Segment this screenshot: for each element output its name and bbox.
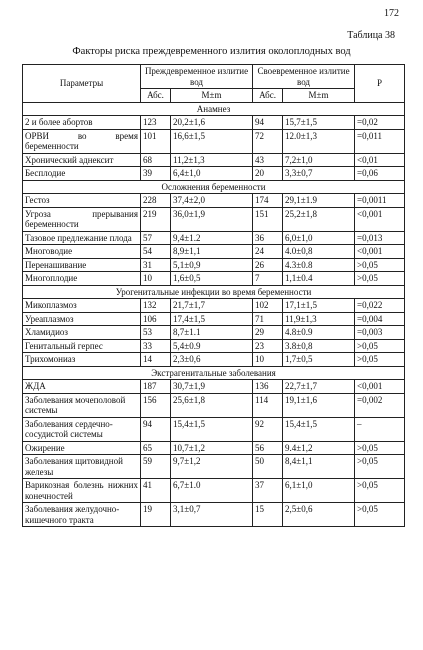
table-row xyxy=(23,299,405,313)
row-p-value: =0,06 xyxy=(355,167,405,181)
row-mm-timely: 6,0±1,0 xyxy=(283,231,355,245)
row-mm-timely: 7,2±1,0 xyxy=(283,153,355,167)
header-abs: Абс. xyxy=(141,89,171,103)
row-p-value: >0,05 xyxy=(355,455,405,479)
row-parameter: Хламидиоз xyxy=(23,326,141,340)
row-p-value: >0,05 xyxy=(355,441,405,455)
row-parameter: Заболевания желудочно-кишечного тракта xyxy=(23,503,141,527)
row-mm-timely: 19,1±1,6 xyxy=(283,393,355,417)
table-row xyxy=(23,272,405,286)
row-p-value: >0,05 xyxy=(355,479,405,503)
row-mm-premature: 37,4±2,0 xyxy=(171,194,253,208)
header-mm: M±m xyxy=(171,89,253,103)
row-abs-premature: 59 xyxy=(141,455,171,479)
row-mm-premature: 15,4±1,5 xyxy=(171,417,253,441)
table-row xyxy=(23,129,405,153)
row-parameter: Генитальный герпес xyxy=(23,339,141,353)
row-mm-premature: 16,6±1,5 xyxy=(171,129,253,153)
header-param: Параметры xyxy=(23,65,141,103)
table-row xyxy=(23,455,405,479)
row-abs-premature: 57 xyxy=(141,231,171,245)
row-abs-timely: 151 xyxy=(253,207,283,231)
row-mm-timely: 8,4±1,1 xyxy=(283,455,355,479)
row-p-value: =0,002 xyxy=(355,393,405,417)
row-mm-premature: 11,2±1,3 xyxy=(171,153,253,167)
header-group-premature: Преждевременное излитие вод xyxy=(141,65,253,89)
row-p-value: <0,01 xyxy=(355,153,405,167)
row-parameter: Хронический аднексит xyxy=(23,153,141,167)
row-mm-premature: 2,3±0,6 xyxy=(171,353,253,367)
row-parameter: Угроза прерывания беременности xyxy=(23,207,141,231)
row-abs-timely: 56 xyxy=(253,441,283,455)
row-abs-timely: 102 xyxy=(253,299,283,313)
row-abs-timely: 23 xyxy=(253,339,283,353)
table-title: Факторы риска преждевременного излития околоплодных вод xyxy=(72,46,351,57)
table-label: Таблица 38 xyxy=(347,30,395,41)
row-mm-premature: 21,7±1,7 xyxy=(171,299,253,313)
row-mm-timely: 15,4±1,5 xyxy=(283,417,355,441)
row-p-value: >0,05 xyxy=(355,339,405,353)
row-mm-premature: 6,7±1.0 xyxy=(171,479,253,503)
row-mm-timely: 3,3±0,7 xyxy=(283,167,355,181)
section-title: Анамнез xyxy=(23,102,405,116)
row-mm-premature: 9,4±1.2 xyxy=(171,231,253,245)
row-abs-premature: 94 xyxy=(141,417,171,441)
header-group-timely: Своевременное излитие вод xyxy=(253,65,355,89)
row-p-value: =0,02 xyxy=(355,116,405,130)
row-abs-premature: 187 xyxy=(141,380,171,394)
row-mm-timely: 11,9±1,3 xyxy=(283,312,355,326)
row-abs-premature: 53 xyxy=(141,326,171,340)
row-mm-timely: 1,1±0.4 xyxy=(283,272,355,286)
row-abs-premature: 123 xyxy=(141,116,171,130)
row-parameter: Микоплазмоз xyxy=(23,299,141,313)
row-mm-timely: 4.8±0.9 xyxy=(283,326,355,340)
row-parameter: Гестоз xyxy=(23,194,141,208)
risk-factors-table xyxy=(22,64,405,527)
row-abs-timely: 10 xyxy=(253,353,283,367)
row-mm-premature: 6,4±1,0 xyxy=(171,167,253,181)
row-abs-timely: 24 xyxy=(253,245,283,259)
row-mm-premature: 5,4±0.9 xyxy=(171,339,253,353)
row-p-value: <0,001 xyxy=(355,245,405,259)
row-mm-timely: 9.4±1,2 xyxy=(283,441,355,455)
section-title: Осложнения беременности xyxy=(23,180,405,194)
table-row xyxy=(23,326,405,340)
row-abs-premature: 219 xyxy=(141,207,171,231)
row-mm-premature: 3,1±0,7 xyxy=(171,503,253,527)
row-mm-timely: 25,2±1,8 xyxy=(283,207,355,231)
table-row xyxy=(23,116,405,130)
row-abs-timely: 114 xyxy=(253,393,283,417)
row-abs-timely: 72 xyxy=(253,129,283,153)
row-abs-premature: 54 xyxy=(141,245,171,259)
table-row xyxy=(23,153,405,167)
row-parameter: Заболевания щитовидной железы xyxy=(23,455,141,479)
row-abs-timely: 29 xyxy=(253,326,283,340)
row-mm-timely: 6,1±1,0 xyxy=(283,479,355,503)
row-p-value: >0,05 xyxy=(355,258,405,272)
row-p-value: – xyxy=(355,417,405,441)
row-abs-timely: 43 xyxy=(253,153,283,167)
page-number: 172 xyxy=(384,8,399,19)
row-abs-timely: 36 xyxy=(253,231,283,245)
row-parameter: Уреаплазмоз xyxy=(23,312,141,326)
row-mm-premature: 25,6±1,8 xyxy=(171,393,253,417)
row-mm-timely: 4.3±0.8 xyxy=(283,258,355,272)
table-row xyxy=(23,479,405,503)
row-abs-premature: 14 xyxy=(141,353,171,367)
row-p-value: =0,0011 xyxy=(355,194,405,208)
row-parameter: ОРВИ во время беременности xyxy=(23,129,141,153)
row-abs-premature: 106 xyxy=(141,312,171,326)
table-body xyxy=(23,102,405,527)
row-abs-timely: 20 xyxy=(253,167,283,181)
row-mm-premature: 9,7±1,2 xyxy=(171,455,253,479)
row-abs-timely: 174 xyxy=(253,194,283,208)
row-p-value: =0,022 xyxy=(355,299,405,313)
row-p-value: >0,05 xyxy=(355,353,405,367)
row-abs-timely: 37 xyxy=(253,479,283,503)
row-p-value: <0,001 xyxy=(355,207,405,231)
row-abs-timely: 26 xyxy=(253,258,283,272)
row-parameter: Тазовое предлежание плода xyxy=(23,231,141,245)
row-parameter: Заболевания мочеполовой системы xyxy=(23,393,141,417)
table-row xyxy=(23,231,405,245)
row-abs-premature: 41 xyxy=(141,479,171,503)
table-row xyxy=(23,417,405,441)
row-parameter: Перенашивание xyxy=(23,258,141,272)
row-mm-premature: 5,1±0,9 xyxy=(171,258,253,272)
row-parameter: 2 и более абортов xyxy=(23,116,141,130)
row-mm-timely: 12.0±1,3 xyxy=(283,129,355,153)
row-mm-premature: 20,2±1,6 xyxy=(171,116,253,130)
row-abs-premature: 19 xyxy=(141,503,171,527)
row-mm-premature: 8,7±1.1 xyxy=(171,326,253,340)
table-row xyxy=(23,503,405,527)
table-row xyxy=(23,441,405,455)
row-parameter: Варикозная болезнь нижних конечностей xyxy=(23,479,141,503)
section-title: Урогенитальные инфекции во время беременности xyxy=(23,285,405,299)
row-parameter: ЖДА xyxy=(23,380,141,394)
row-mm-premature: 10,7±1,2 xyxy=(171,441,253,455)
row-mm-premature: 1,6±0,5 xyxy=(171,272,253,286)
row-mm-premature: 30,7±1,9 xyxy=(171,380,253,394)
row-p-value: =0,013 xyxy=(355,231,405,245)
header-p: P xyxy=(355,65,405,103)
row-mm-timely: 4.0±0,8 xyxy=(283,245,355,259)
row-parameter: Заболевания сердечно-сосудистой системы xyxy=(23,417,141,441)
row-mm-timely: 3.8±0,8 xyxy=(283,339,355,353)
row-mm-premature: 8,9±1,1 xyxy=(171,245,253,259)
row-abs-premature: 101 xyxy=(141,129,171,153)
row-p-value: =0,011 xyxy=(355,129,405,153)
row-abs-premature: 65 xyxy=(141,441,171,455)
row-p-value: <0,001 xyxy=(355,380,405,394)
header-mm: M±m xyxy=(283,89,355,103)
table-row xyxy=(23,312,405,326)
row-abs-timely: 94 xyxy=(253,116,283,130)
row-parameter: Ожирение xyxy=(23,441,141,455)
row-abs-premature: 68 xyxy=(141,153,171,167)
row-abs-premature: 132 xyxy=(141,299,171,313)
row-parameter: Многоводие xyxy=(23,245,141,259)
row-mm-premature: 17,4±1,5 xyxy=(171,312,253,326)
row-abs-timely: 136 xyxy=(253,380,283,394)
table-row xyxy=(23,194,405,208)
row-abs-timely: 71 xyxy=(253,312,283,326)
row-mm-premature: 36,0±1,9 xyxy=(171,207,253,231)
table-row xyxy=(23,339,405,353)
row-abs-timely: 50 xyxy=(253,455,283,479)
row-abs-premature: 156 xyxy=(141,393,171,417)
table-row xyxy=(23,258,405,272)
row-mm-timely: 1,7±0,5 xyxy=(283,353,355,367)
row-abs-timely: 92 xyxy=(253,417,283,441)
table-row xyxy=(23,393,405,417)
row-mm-timely: 15,7±1,5 xyxy=(283,116,355,130)
table-row xyxy=(23,207,405,231)
row-mm-timely: 17,1±1,5 xyxy=(283,299,355,313)
row-abs-timely: 7 xyxy=(253,272,283,286)
row-p-value: >0,05 xyxy=(355,503,405,527)
row-p-value: >0,05 xyxy=(355,272,405,286)
row-abs-premature: 33 xyxy=(141,339,171,353)
table-row xyxy=(23,353,405,367)
row-mm-timely: 22,7±1,7 xyxy=(283,380,355,394)
row-p-value: =0,004 xyxy=(355,312,405,326)
row-abs-timely: 15 xyxy=(253,503,283,527)
header-abs: Абс. xyxy=(253,89,283,103)
table-row xyxy=(23,245,405,259)
row-mm-timely: 2,5±0,6 xyxy=(283,503,355,527)
row-abs-premature: 39 xyxy=(141,167,171,181)
table-row xyxy=(23,380,405,394)
table-row xyxy=(23,167,405,181)
row-mm-timely: 29,1±1.9 xyxy=(283,194,355,208)
row-parameter: Трихомониаз xyxy=(23,353,141,367)
row-parameter: Бесплодие xyxy=(23,167,141,181)
row-abs-premature: 228 xyxy=(141,194,171,208)
row-abs-premature: 31 xyxy=(141,258,171,272)
row-p-value: =0,003 xyxy=(355,326,405,340)
section-title: Экстрагенитальные заболевания xyxy=(23,366,405,380)
row-parameter: Многоплодие xyxy=(23,272,141,286)
row-abs-premature: 10 xyxy=(141,272,171,286)
